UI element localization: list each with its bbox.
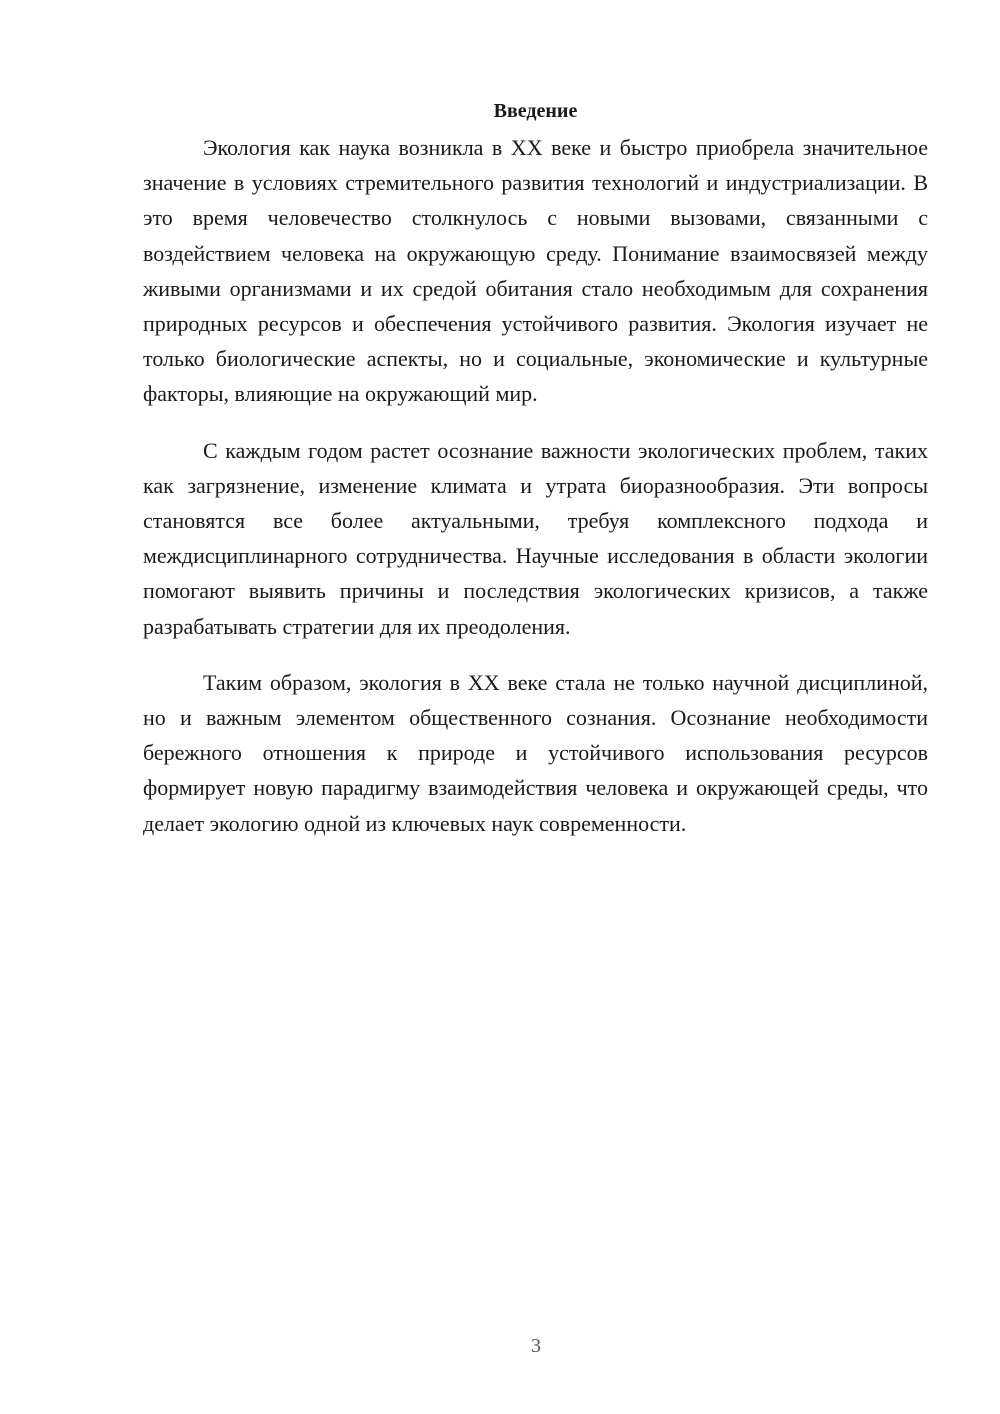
page-content <box>143 96 928 862</box>
paragraph-3: Таким образом, экология в XX веке стала не только научной дисциплиной, но и важным элементом общественного сознания. Осознание необходимости бережного отношения к природе и устойчивого использования ресурсов формирует новую парадигму взаимодействия человека и окружающей среды, что делает экологию одной из ключевых наук современности. <box>143 669 928 836</box>
page-number: 3 <box>531 1335 541 1357</box>
paragraph-2: С каждым годом растет осознание важности экологических проблем, таких как загрязнение, изменение климата и утрата биоразнообразия. Эти вопросы становятся все более актуальными, требуя комплексного подхода и междисциплинарного сотрудничества. Научные исследования в области экологии помогают выявить причины и последствия экологических кризисов, а также разрабатывать стратегии для их преодоления. <box>143 437 928 639</box>
section-heading: Введение <box>493 100 578 122</box>
paragraph-1: Экология как наука возникла в XX веке и быстро приобрела значительное значение в условиях стремительного развития технологий и индустриализации. В это время человечество столкнулось с новыми вызовами, связанными с воздействием человека на окружающую среду. Понимание взаимосвязей между живыми организмами и их средой обитания стало необходимым для сохранения природных ресурсов и обеспечения устойчивого развития. Экология изучает не только биологические аспекты, но и социальные, экономические и культурные факторы, влияющие на окружающий мир. <box>143 135 928 407</box>
